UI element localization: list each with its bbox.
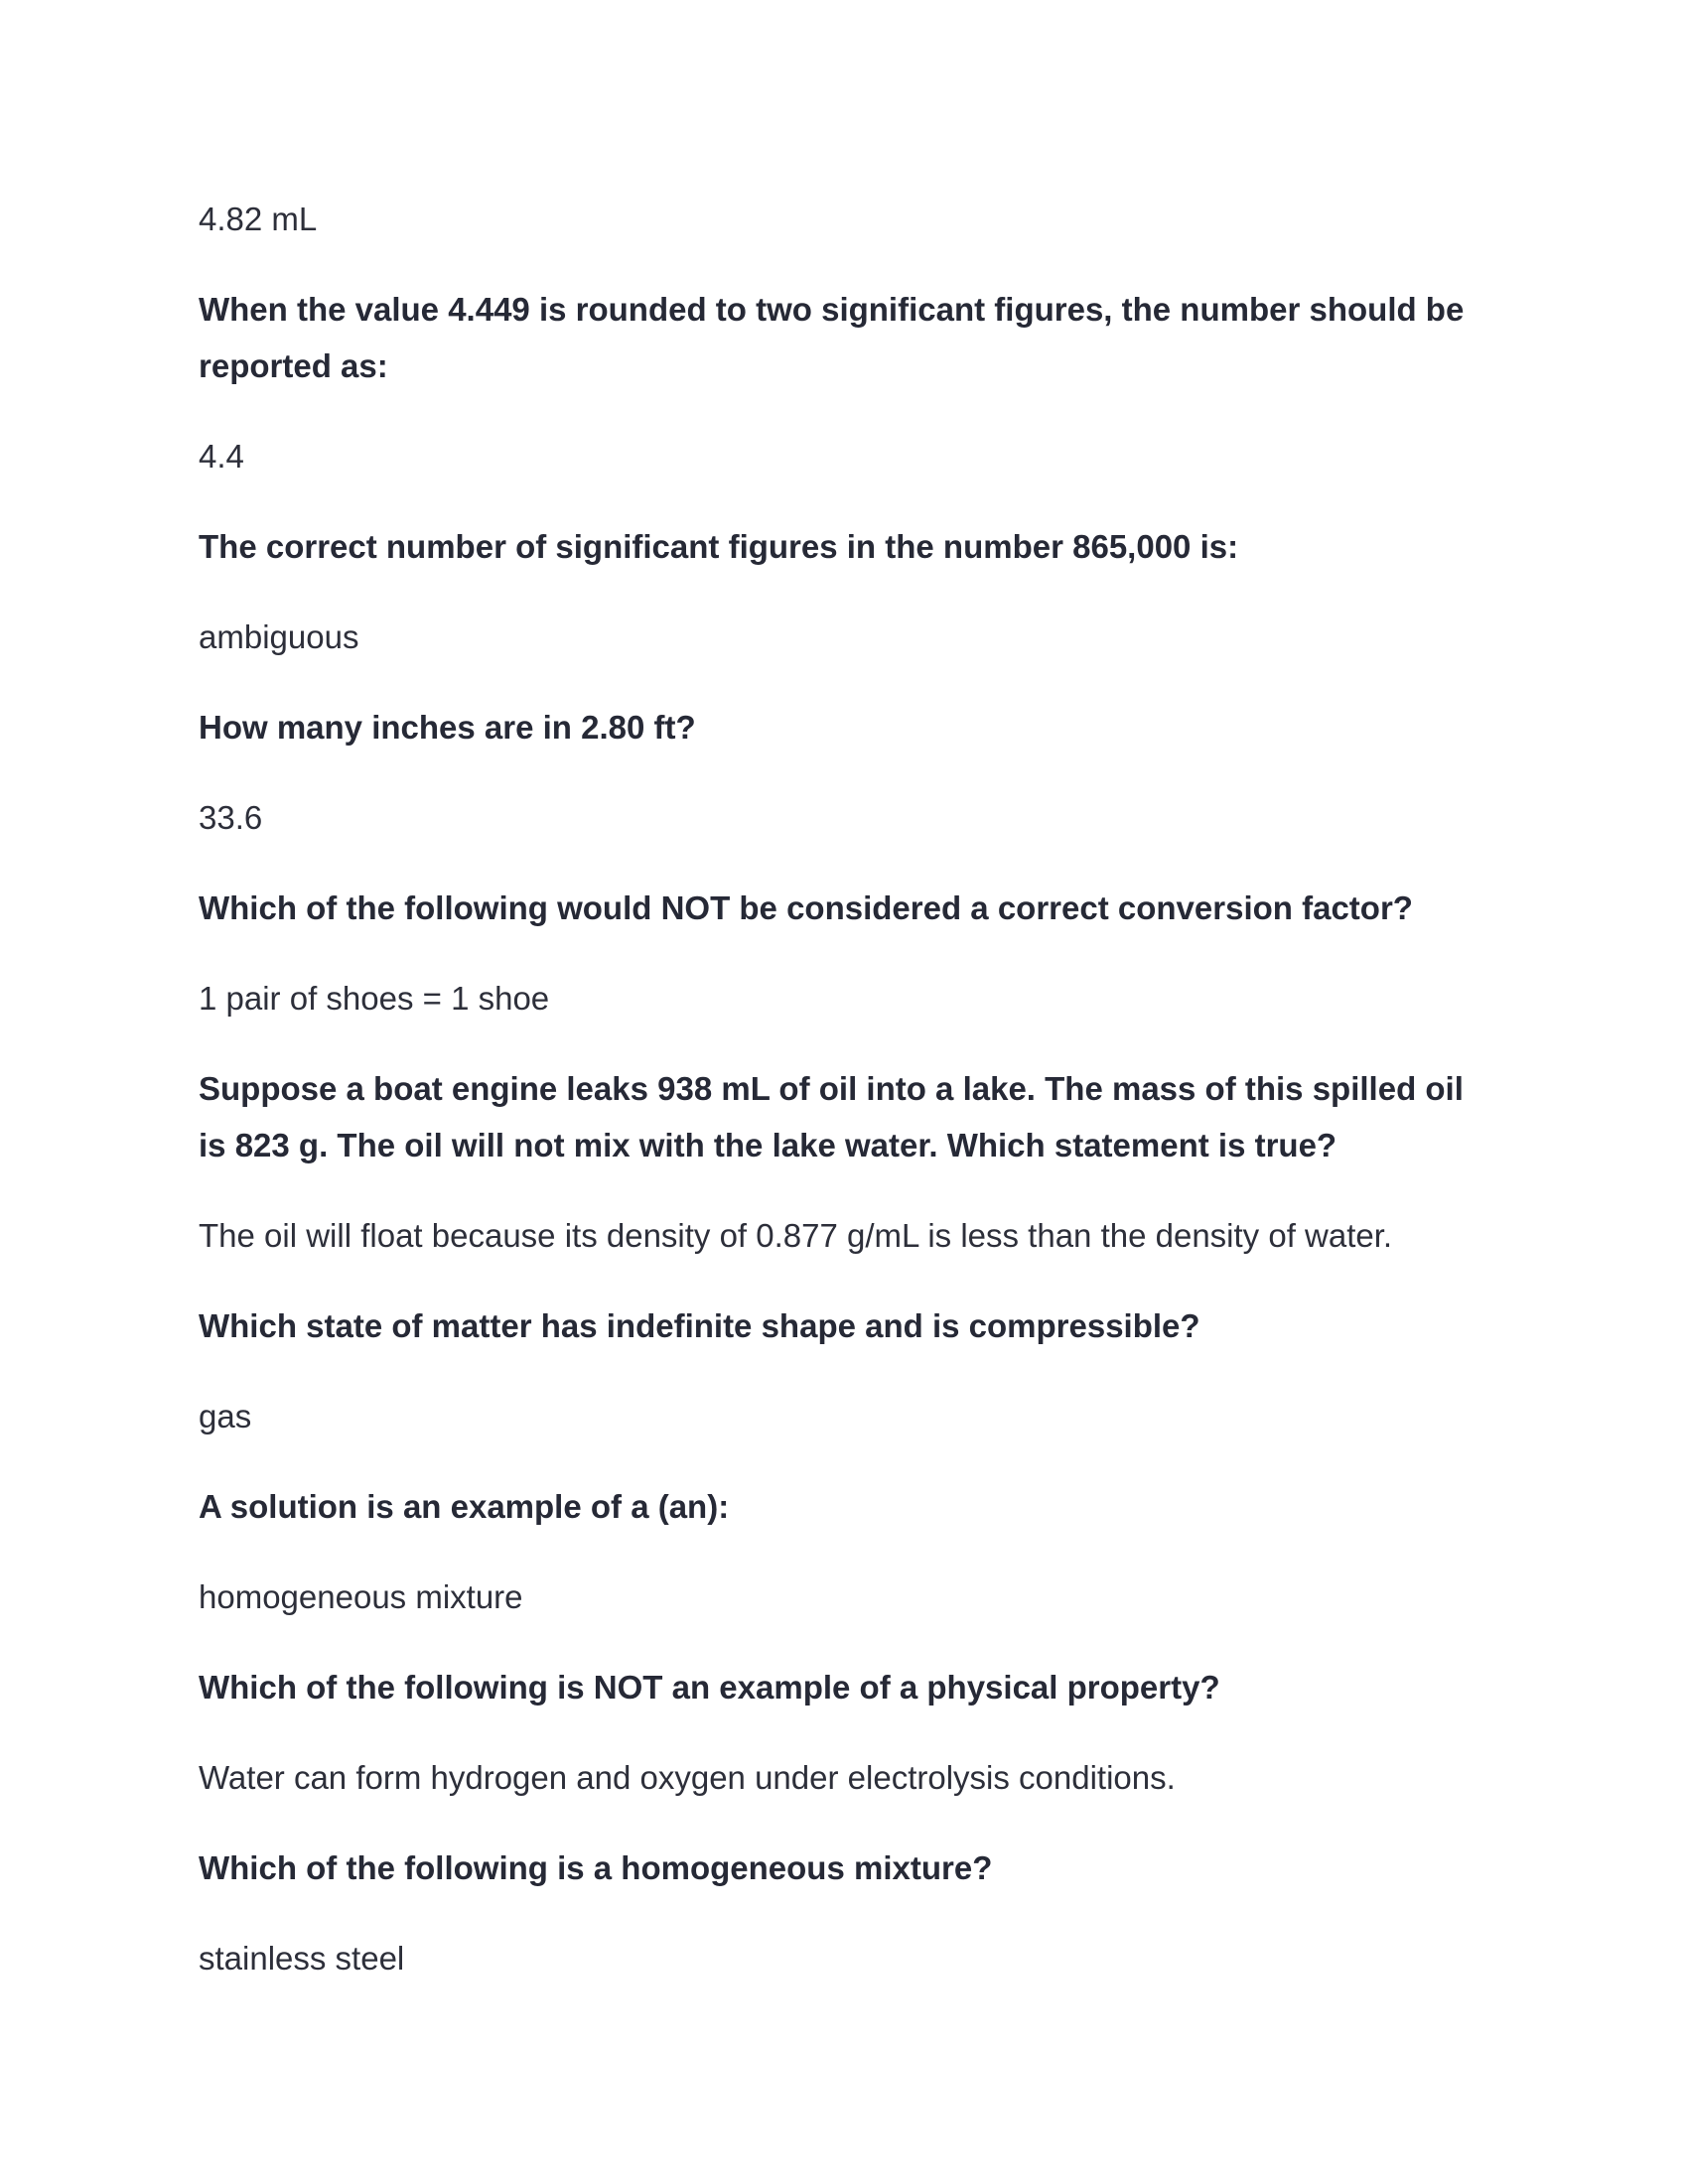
qa-item <box>199 281 1499 484</box>
qa-item <box>199 699 1499 846</box>
qa-item <box>199 1478 1499 1625</box>
answer-text: homogeneous mixture <box>199 1578 523 1615</box>
qa-item <box>199 1659 1499 1806</box>
document-page <box>199 191 1499 2020</box>
qa-item <box>199 1060 1499 1264</box>
answer-text: The oil will float because its density of 0.877 g/mL is less than the density of water. <box>199 1217 1393 1254</box>
question-text: A solution is an example of a (an): <box>199 1488 730 1525</box>
question-text: Which of the following is a homogeneous mixture? <box>199 1849 993 1886</box>
answer-text: 1 pair of shoes = 1 shoe <box>199 980 550 1017</box>
answer-text: gas <box>199 1398 252 1434</box>
question-text: Which of the following is NOT an example of a physical property? <box>199 1669 1220 1706</box>
question-text: When the value 4.449 is rounded to two significant figures, the number should be reported as: <box>199 291 1465 384</box>
answer-text: stainless steel <box>199 1940 405 1977</box>
question-text: Which state of matter has indefinite shape and is compressible? <box>199 1307 1200 1344</box>
qa-item <box>199 880 1499 1026</box>
qa-item <box>199 1297 1499 1444</box>
answer-text: 4.82 mL <box>199 201 318 237</box>
question-text: Suppose a boat engine leaks 938 mL of oil into a lake. The mass of this spilled oil is 823 g. The oil will not mix with the lake water. Which statement is true? <box>199 1070 1464 1163</box>
question-text: How many inches are in 2.80 ft? <box>199 709 696 746</box>
answer-text: 33.6 <box>199 799 263 836</box>
answer-text: ambiguous <box>199 618 359 655</box>
answer-text: 4.4 <box>199 438 244 475</box>
question-text: Which of the following would NOT be considered a correct conversion factor? <box>199 889 1413 926</box>
qa-item <box>199 1840 1499 1986</box>
answer-text: Water can form hydrogen and oxygen under electrolysis conditions. <box>199 1759 1176 1796</box>
qa-item <box>199 518 1499 665</box>
question-text: The correct number of significant figures in the number 865,000 is: <box>199 528 1239 565</box>
